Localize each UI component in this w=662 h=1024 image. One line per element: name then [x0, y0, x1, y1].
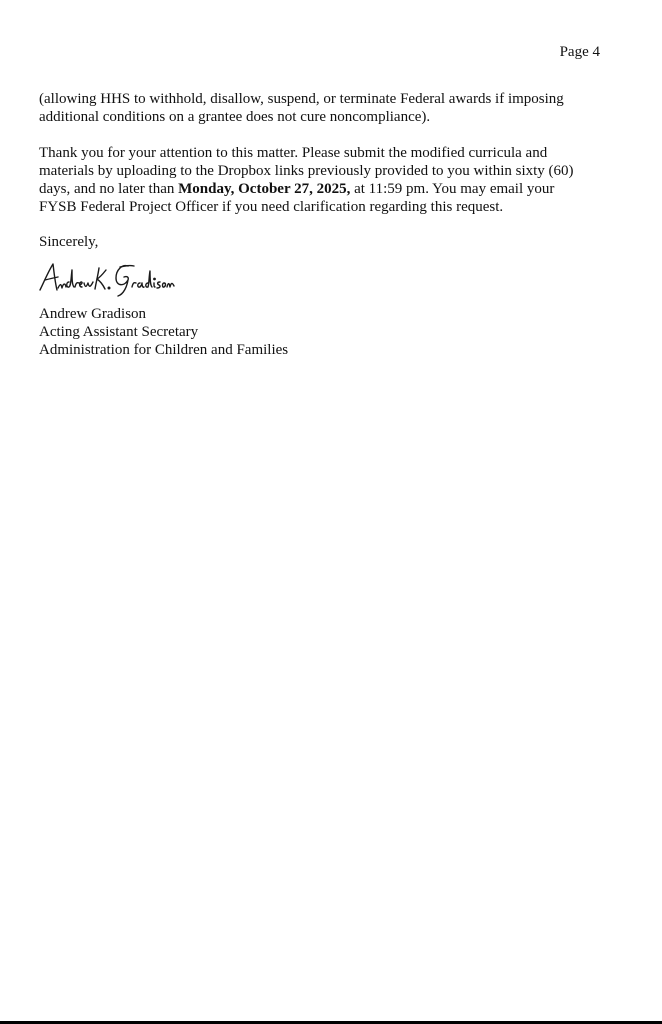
signatory-organization: Administration for Children and Families — [39, 342, 289, 358]
handwritten-signature — [36, 258, 176, 298]
paragraph-line: Thank you for your attention to this matter. Please submit the modified curricula and — [39, 145, 548, 161]
paragraph-submission-request — [39, 144, 619, 216]
signature-block — [39, 305, 288, 359]
page-number: Page 4 — [559, 44, 600, 60]
signatory-title: Acting Assistant Secretary — [39, 324, 199, 340]
deadline-trail-text: at 11:59 pm. You may email your — [350, 181, 555, 197]
closing-salutation: Sincerely, — [39, 234, 99, 250]
paragraph-line-deadline — [39, 180, 619, 198]
paragraph-line: additional conditions on a grantee does not cure noncompliance). — [39, 109, 431, 125]
deadline-date: Monday, October 27, 2025, — [178, 181, 351, 197]
paragraph-line: (allowing HHS to withhold, disallow, suspend, or terminate Federal awards if imposing — [39, 91, 564, 107]
signatory-name: Andrew Gradison — [39, 306, 147, 322]
paragraph-line: materials by uploading to the Dropbox links previously provided to you within sixty (60) — [39, 163, 574, 179]
paragraph-continuation — [39, 90, 619, 126]
paragraph-line: FYSB Federal Project Officer if you need clarification regarding this request. — [39, 199, 504, 215]
deadline-lead-text: days, and no later than — [39, 181, 179, 197]
